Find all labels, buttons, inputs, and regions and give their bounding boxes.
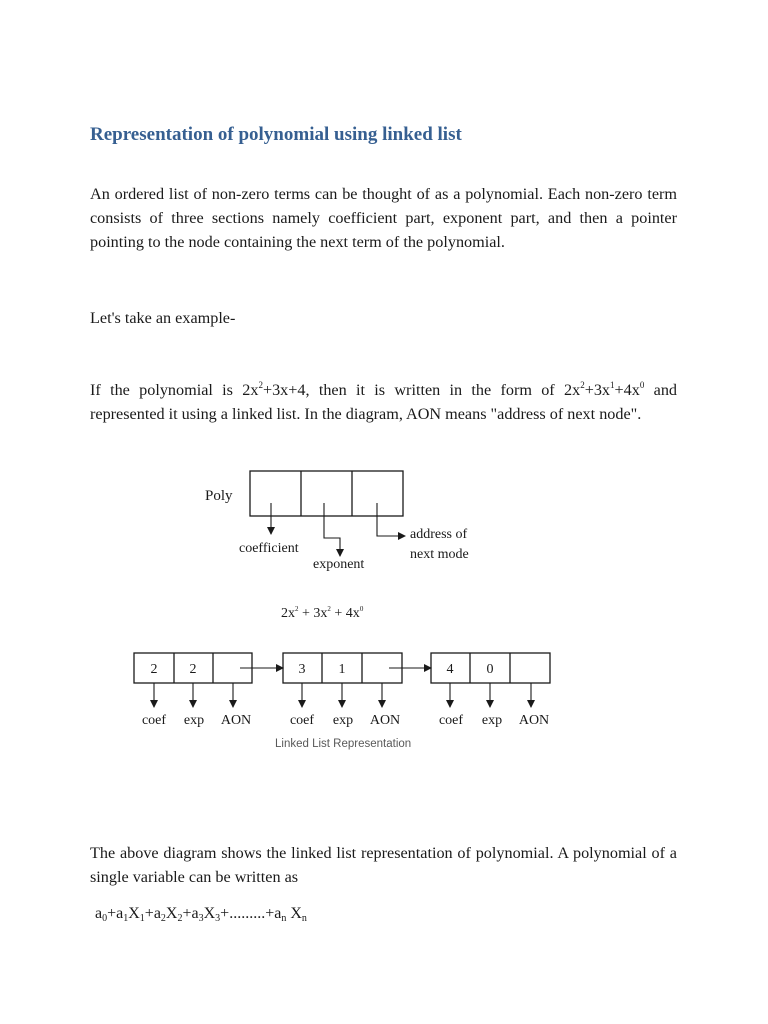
exponent-label: exponent (313, 557, 365, 572)
aon-label: AON (518, 713, 550, 728)
node-coef-value: 3 (298, 662, 306, 677)
general-polynomial-formula: $a_0+a_1X_1+a_2X_2+a_3X_3+.........+a_n$ $X_n$ (95, 905, 307, 924)
coefficient-label: coefficient (239, 541, 299, 556)
node-exp-value: 1 (338, 662, 346, 677)
node-coef-value: 2 (150, 662, 158, 677)
aon-label-line1: address of (410, 527, 468, 542)
linked-list-diagram (134, 653, 550, 750)
explanation-paragraph: The above diagram shows the linked list representation of polynomial. A polynomial of a single variable can be written as (90, 844, 677, 886)
list-node (283, 653, 402, 683)
exp-label: exp (332, 713, 354, 728)
coef-label: coef (289, 713, 315, 728)
aon-label: AON (220, 713, 252, 728)
node-exp-value: 2 (189, 662, 197, 677)
node-exp-value: 0 (486, 662, 494, 677)
aon-label: AON (369, 713, 401, 728)
coef-label: coef (141, 713, 167, 728)
diagram-caption: Linked List Representation (275, 738, 412, 750)
poly-label: Poly (205, 488, 233, 504)
list-node (134, 653, 252, 683)
example-intro: Let's take an example- (90, 309, 236, 327)
example-paragraph: If the polynomial is $2x^2+3x+4$, then it is written in the form of $2x^2+3x^1+4x^0$ and represented it using a linked list. In the diagram, AON means "address of next node". (90, 380, 678, 423)
node-coef-value: 4 (446, 662, 454, 677)
exponent-arrow (324, 503, 340, 556)
aon-label-line2: next mode (410, 547, 469, 562)
intro-paragraph: An ordered list of non-zero terms can be thought of as a polynomial. Each non-zero term consists of three sections namely coefficient part, exponent part, and then a pointer pointing to the node containing the next term of the polynomial. (90, 185, 677, 251)
node-box (250, 471, 403, 516)
polynomial-expression: $2x^2 + 3x^2 + 4x^0$ (281, 605, 364, 621)
coef-label: coef (438, 713, 464, 728)
exp-label: exp (481, 713, 503, 728)
exp-label: exp (183, 713, 205, 728)
aon-arrow (377, 503, 405, 536)
list-node (431, 653, 550, 683)
page-title: Representation of polynomial using linked list (90, 124, 462, 145)
node-structure-diagram (205, 471, 469, 572)
